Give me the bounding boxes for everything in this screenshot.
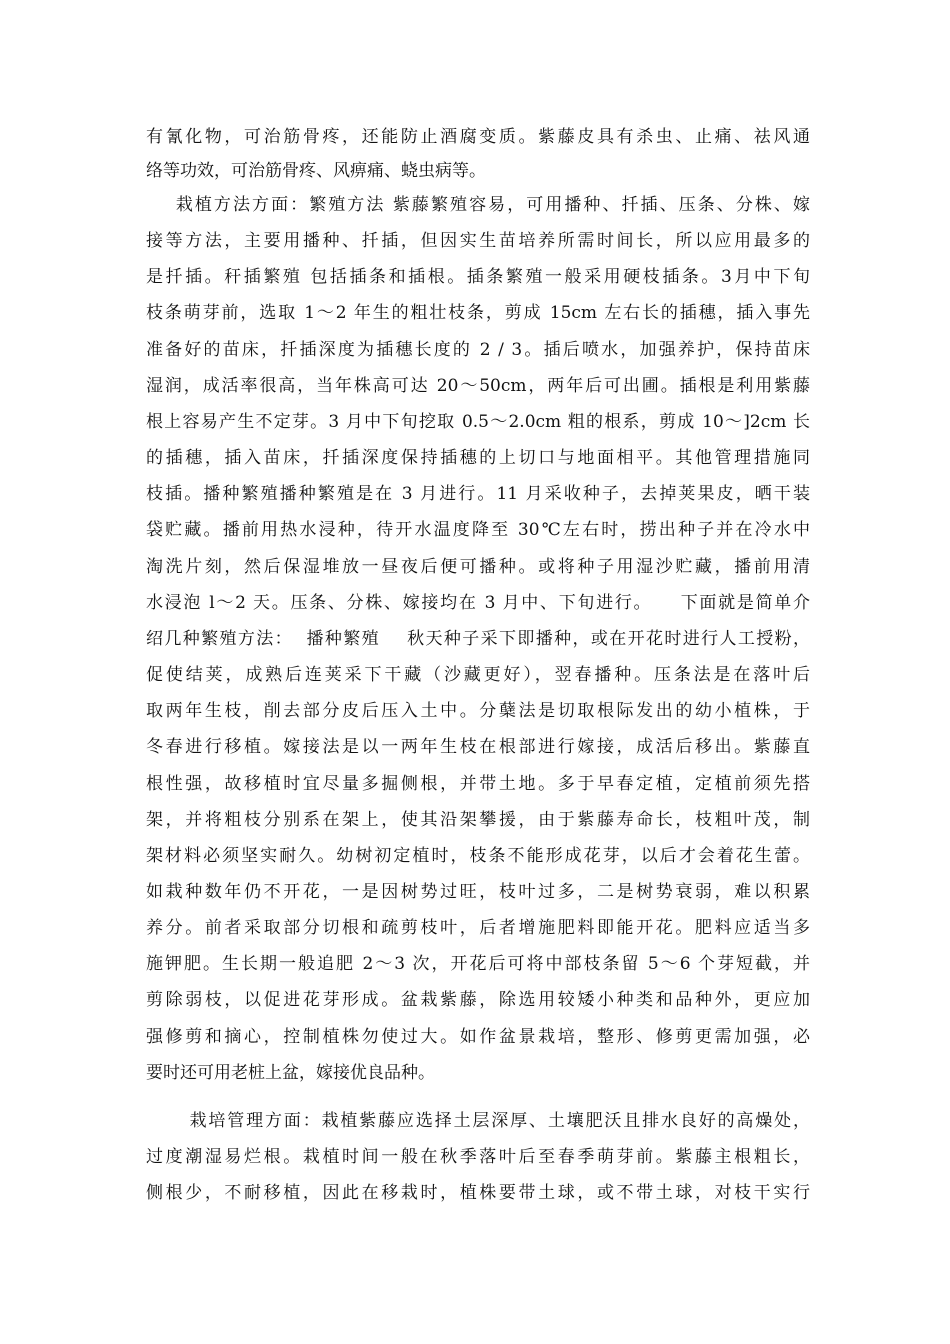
text-line: 要时还可用老桩上盆，嫁接优良品种。: [146, 1062, 435, 1083]
text-line: 的插穗，插入苗床，扦插深度保持插穗的上切口与地面相平。其他管理措施同: [146, 448, 810, 469]
text-line: 准备好的苗床，扦插深度为插穗长度的 2 / 3。插后喷水，加强养护，保持苗床: [146, 339, 810, 360]
paragraph-cultivation-management: [146, 1103, 810, 1211]
text-line: 络等功效，可治筋骨疼、风痹痛、蛲虫病等。: [146, 161, 486, 181]
text-line: 冬春进行移植。嫁接法是以一两年生枝在根部进行嫁接，成活后移出。紫藤直: [146, 737, 810, 758]
text-line: 强修剪和摘心，控制植株勿使过大。如作盆景栽培，整形、修剪更需加强，必: [146, 1026, 810, 1047]
text-line: 侧根少，不耐移植，因此在移栽时，植株要带土球，或不带土球，对枝干实行: [146, 1183, 810, 1203]
text-line: 淘洗片刻，然后保湿堆放一昼夜后便可播种。或将种子用湿沙贮藏，播前用清: [146, 556, 810, 577]
paragraph-uses: [146, 120, 810, 188]
text-line: 栽培管理方面：栽植紫藤应选择土层深厚、土壤肥沃且排水良好的高燥处，: [146, 1111, 810, 1131]
text-line: 湿润，成活率很高，当年株高可达 20～50cm，两年后可出圃。插根是利用紫藤: [146, 375, 810, 396]
paragraph-propagation-methods: [146, 187, 810, 1091]
text-line: 水浸泡 l～2 天。压条、分株、嫁接均在 3 月中、下旬进行。 下面就是简单介: [146, 592, 810, 613]
text-line: 栽植方法方面：繁殖方法 紫藤繁殖容易，可用播种、扦插、压条、分株、嫁: [146, 195, 810, 215]
text-line: 枝插。播种繁殖播种繁殖是在 3 月进行。11 月采收种子，去掉荚果皮，晒干装: [146, 484, 810, 505]
text-line: 施钾肥。生长期一般追肥 2～3 次，开花后可将中部枝条留 5～6 个芽短截，并: [146, 954, 810, 975]
text-line: 是扦插。秆插繁殖 包括插条和插根。插条繁殖一般采用硬枝插条。3月中下旬: [146, 267, 810, 288]
text-line: 根性强，故移植时宜尽量多掘侧根，并带土地。多于早春定植，定植前须先搭: [146, 773, 810, 794]
text-line: 架，并将粗枝分别系在架上，使其沿架攀援，由于紫藤寿命长，枝粗叶茂，制: [146, 809, 810, 830]
text-line: 如栽种数年仍不开花，一是因树势过旺，枝叶过多，二是树势衰弱，难以积累: [146, 881, 810, 902]
text-line: 取两年生枝，削去部分皮后压入土中。分蘖法是切取根际发出的幼小植株，于: [146, 701, 810, 722]
text-line: 剪除弱枝，以促进花芽形成。盆栽紫藤，除选用较矮小种类和品种外，更应加: [146, 990, 810, 1011]
text-line: 接等方法，主要用播种、扦插，但因实生苗培养所需时间长，所以应用最多的: [146, 231, 810, 252]
text-line: 促使结荚，成熟后连荚采下干藏（沙藏更好），翌春播种。压条法是在落叶后: [146, 665, 810, 686]
text-line: 袋贮藏。播前用热水浸种，待开水温度降至 30℃左右时，捞出种子并在冷水中: [146, 520, 810, 541]
text-line: 有氰化物，可治筋骨疼，还能防止酒腐变质。紫藤皮具有杀虫、止痛、祛风通: [146, 127, 810, 147]
text-line: 架材料必须坚实耐久。幼树初定植时，枝条不能形成花芽，以后才会着花生蕾。: [146, 845, 810, 866]
text-line: 枝条萌芽前，选取 1～2 年生的粗壮枝条，剪成 15cm 左右长的插穗，插入事先: [146, 303, 810, 324]
text-line: 过度潮湿易烂根。栽植时间一般在秋季落叶后至春季萌芽前。紫藤主根粗长，: [146, 1147, 810, 1167]
text-line: 养分。前者采取部分切根和疏剪枝叶，后者增施肥料即能开花。肥料应适当多: [146, 918, 810, 939]
text-line: 根上容易产生不定芽。3 月中下旬挖取 0.5～2.0cm 粗的根系，剪成 10～]2cm 长: [146, 411, 810, 432]
text-line: 绍几种繁殖方法： 播种繁殖 秋天种子采下即播种，或在开花时进行人工授粉，: [146, 628, 810, 649]
